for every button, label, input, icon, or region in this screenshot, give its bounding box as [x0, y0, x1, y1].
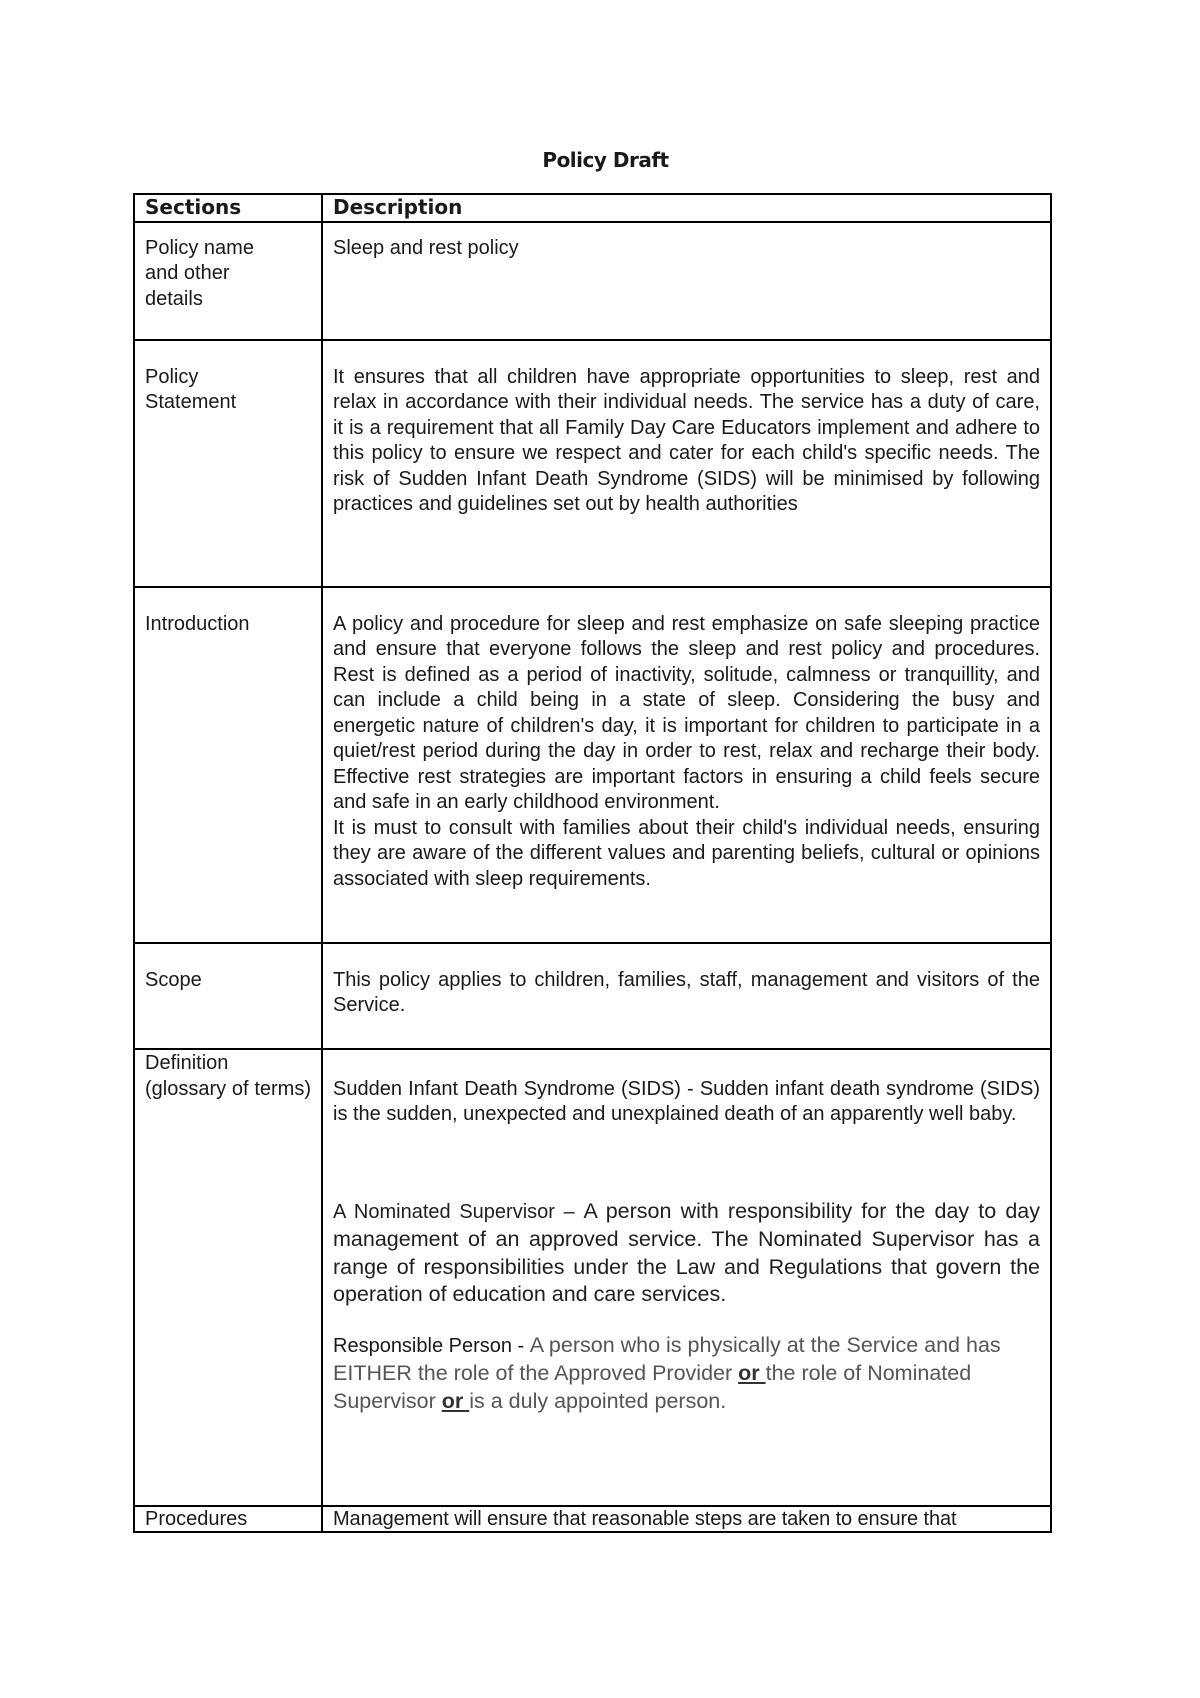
description-procedures — [322, 1506, 1051, 1532]
description-scope — [322, 943, 1051, 1049]
description-definition — [322, 1049, 1051, 1506]
table-row-scope — [134, 943, 1051, 1049]
policy-table — [133, 193, 1052, 1533]
section-procedures — [134, 1506, 322, 1532]
or-1: or — [738, 1361, 766, 1385]
or-2: or — [441, 1388, 470, 1413]
section-label: Policy name and other details — [145, 236, 254, 310]
table-row-policy-name — [134, 222, 1051, 340]
definition-nominated-supervisor — [333, 1198, 1040, 1309]
header-sections: Sections — [134, 194, 322, 222]
description-text: It ensures that all children have appropriate opportunities to sleep, rest and relax in accordance with their individual needs. The service has a duty of care, it is a requirement that all Family Day Care Educators implement and adhere to this policy to ensure we respect and cater for each child's specific needs. The risk of Sudden Infant Death Syndrome (SIDS) will be minimised by following practices and guidelines set out by health authorities — [333, 365, 1040, 515]
section-label: Scope — [145, 968, 202, 991]
section-label: Introduction — [145, 612, 250, 635]
table-header-row — [134, 194, 1051, 222]
section-label: Procedures — [145, 1507, 248, 1530]
introduction-paragraph-2: It is must to consult with families about their child's individual needs, ensuring they are aware of the different values and parenting beliefs, cultural or opinions associated with sleep requirements. — [333, 816, 1040, 890]
definition-label-text: Definition (glossary of terms) — [145, 1051, 311, 1100]
responsible-definition-1: A person who is physically at the Service and has EITHER the role of the Approved Provider — [333, 1332, 1001, 1385]
section-policy-statement — [134, 340, 322, 587]
section-definition — [134, 1049, 322, 1506]
responsible-definition-2: the role of Nominated Supervisor — [333, 1361, 972, 1413]
section-label — [145, 1050, 311, 1102]
definition-sids: Sudden Infant Death Syndrome (SIDS) - Sudden infant death syndrome (SIDS) is the sudden, unexpected and unexplained death of an apparently well baby. — [333, 1077, 1040, 1125]
section-policy-name — [134, 222, 322, 340]
introduction-paragraph-1: A policy and procedure for sleep and rest emphasize on safe sleeping practice and ensure that everyone follows the sleep and rest policy and procedures. Rest is defined as a period of inactivity, solitude, calmness or tranquillity, and can include a child being in a state of sleep. Considering the busy and energetic nature of children's day, it is important for children to participate in a quiet/rest period during the day in order to rest, relax and recharge their body. Effective rest strategies are important factors in ensuring a child feels secure and safe in an early childhood environment. — [333, 612, 1040, 813]
table-row-definition — [134, 1049, 1051, 1506]
spacer — [333, 1128, 1040, 1198]
description-policy-statement — [322, 340, 1051, 587]
section-introduction — [134, 587, 322, 943]
section-label: Policy Statement — [145, 365, 237, 413]
table-row-policy-statement — [134, 340, 1051, 587]
document-title: Policy Draft — [542, 148, 669, 172]
nominated-definition: A person with responsibility for the day to day management of an approved service. The Nominated Supervisor has a range of responsibilities under the Law and Regulations that govern the operation of education and care services. — [333, 1198, 1040, 1306]
description-text: This policy applies to children, families, staff, management and visitors of the Service. — [333, 968, 1040, 1016]
description-text: Management will ensure that reasonable steps are taken to ensure that — [333, 1507, 957, 1530]
header-description: Description — [322, 194, 1051, 222]
nominated-term: A Nominated Supervisor – — [333, 1200, 584, 1223]
definition-responsible-person — [333, 1332, 1023, 1416]
description-text: Sleep and rest policy — [333, 236, 519, 259]
responsible-term: Responsible Person - — [333, 1334, 530, 1357]
spacer — [333, 1309, 1040, 1332]
responsible-definition-3: is a duly appointed person. — [469, 1388, 727, 1413]
table-row-introduction — [134, 587, 1051, 943]
section-scope — [134, 943, 322, 1049]
table-row-procedures — [134, 1506, 1051, 1532]
description-introduction — [322, 587, 1051, 943]
description-policy-name — [322, 222, 1051, 340]
